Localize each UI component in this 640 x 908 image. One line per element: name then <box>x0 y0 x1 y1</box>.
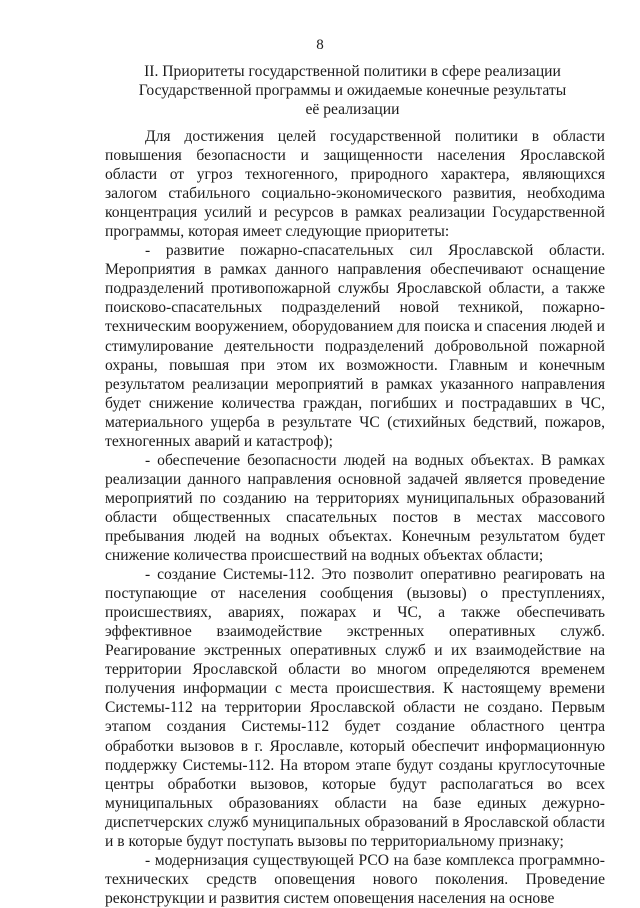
priority-paragraph-system-112: - создание Системы-112. Это позволит оперативно реагировать на поступающие от населения сообщения (вызовы) о преступлениях, происшествиях, авариях, пожарах и ЧС, а также обеспечивать эффективное взаимодействие экстренных оперативных служб. Реагирование экстренных оперативных служб и их взаимодействие на территории Ярославской области во многом определяются временем получения информации с места происшествия. К настоящему времени Системы-112 на территории Ярославской области не создано. Первым этапом создания Системы-112 будет создание областного центра обработки вызовов в г. Ярославле, который обеспечит информационную поддержку Системы-112. На втором этапе будут созданы круглосуточные центры обработки вызовов, которые будут располагаться во всех муниципальных образованиях области на базе единых дежурно-диспетчерских служб муниципальных образований в Ярославской области и в которые будут поступать вызовы по территориальному признаку; <box>105 566 605 850</box>
section-heading-line: II. Приоритеты государственной политики в сфере реализации <box>144 63 561 80</box>
priority-paragraph-fire-rescue: - развитие пожарно-спасательных сил Ярославской области. Мероприятия в рамках данного направления обеспечивают оснащение подразделений противопожарной службы Ярославской области, а также поисково-спасательных подразделений новой техникой, пожарно-техническим вооружением, оборудованием для поиска и спасения людей и стимулирование деятельности подразделений добровольной пожарной охраны, повышая при этом их возможности. Главным и конечным результатом реализации мероприятий в рамках указанного направления будет снижение количества граждан, погибших и пострадавших в ЧС, материального ущерба в результате ЧС (стихийных бедствий, пожаров, техногенных аварий и катастроф); <box>105 242 605 450</box>
section-heading-line: её реализации <box>305 101 400 118</box>
priority-paragraph-water-safety: - обеспечение безопасности людей на водных объектах. В рамках реализации данного направления основной задачей является проведение мероприятий по созданию на территориях муниципальных образований области общественных спасательных постов в местах массового пребывания людей на водных объектах. Конечным результатом будет снижение количества происшествий на водных объектах области; <box>105 451 605 565</box>
priority-paragraph-rso-modernization: - модернизация существующей РСО на базе комплекса программно-технических средств оповещения нового поколения. Проведение реконструкции и развития систем оповещения населения на основе <box>105 851 605 907</box>
section-heading <box>105 62 600 119</box>
page-number: 8 <box>316 37 324 53</box>
body-text <box>105 127 605 908</box>
section-heading-line: Государственной программы и ожидаемые конечные результаты <box>138 82 567 99</box>
intro-paragraph: Для достижения целей государственной политики в области повышения безопасности и защищенности населения Ярославской области от угроз техногенного, природного характера, являющихся залогом стабильного социально-экономического развития, необходима концентрация усилий и ресурсов в рамках реализации Государственной программы, которая имеет следующие приоритеты: <box>105 128 605 241</box>
